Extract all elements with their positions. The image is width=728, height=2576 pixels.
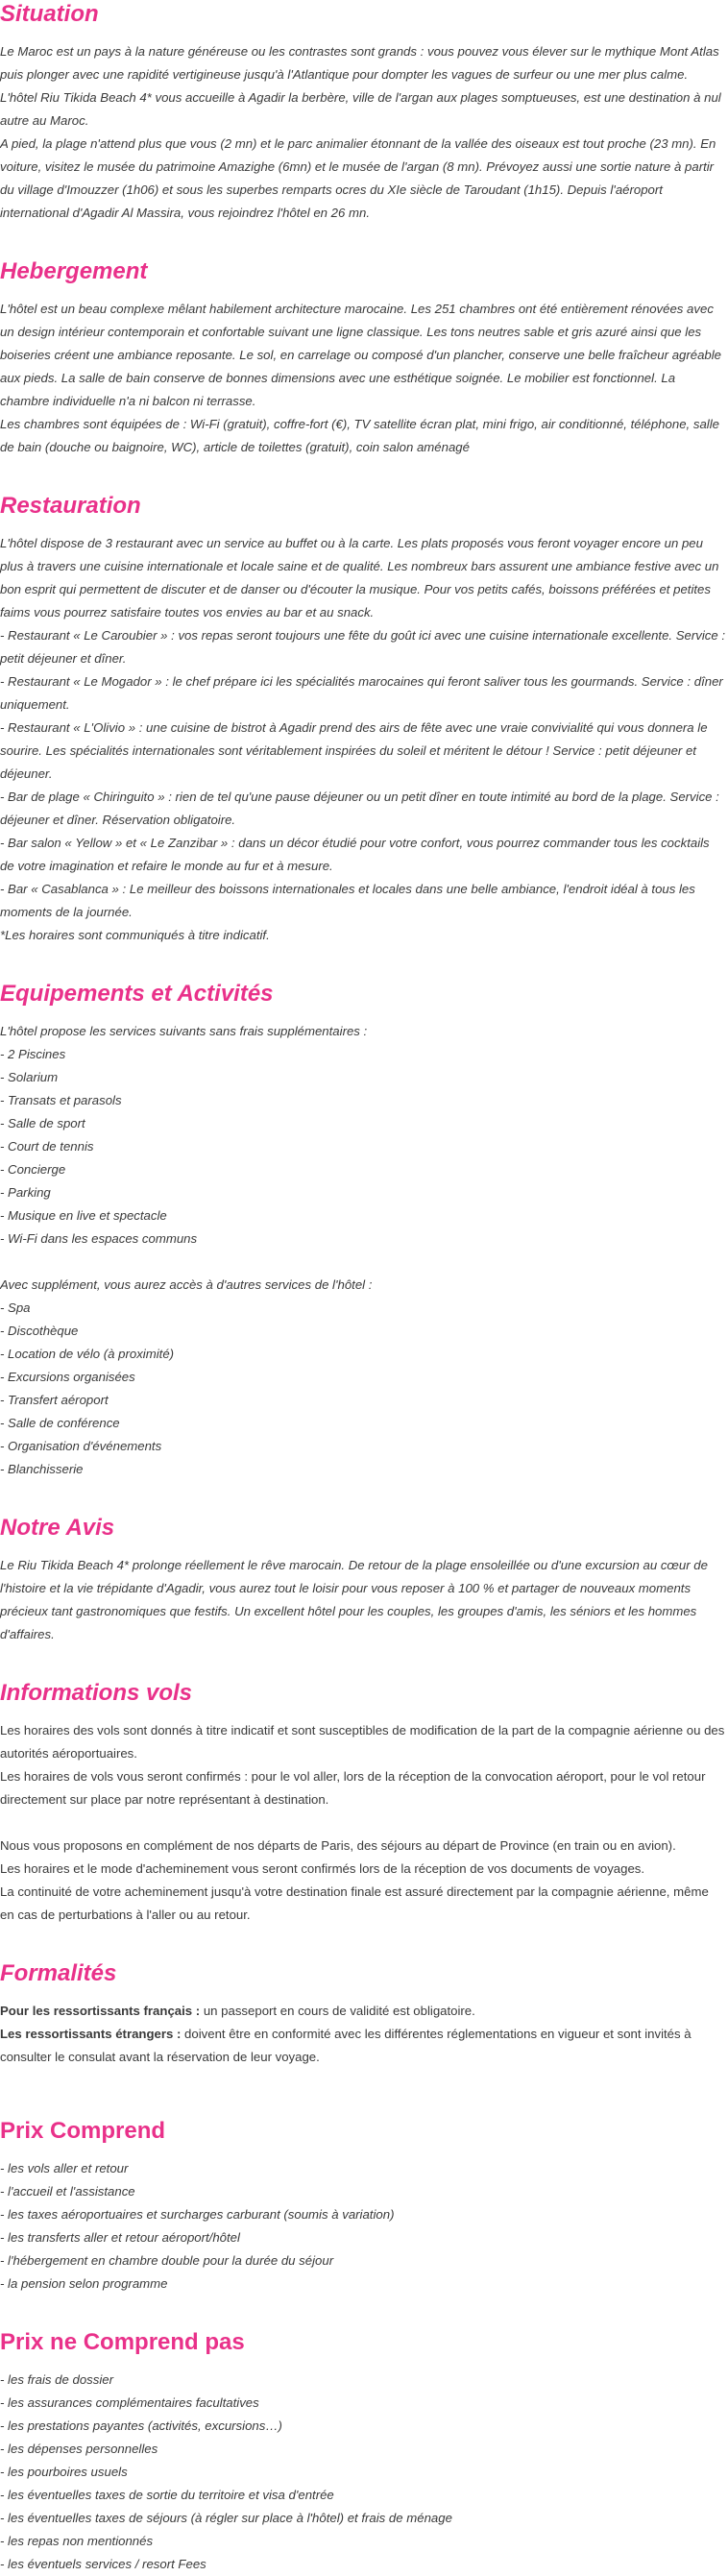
list-item: - Excursions organisées [0,1370,135,1384]
situation-text-1: Le Maroc est un pays à la nature généreuse ou les contrastes sont grands : vous pouvez vous élever sur le mythique Mont Atlas puis plonger avec une rapidité vertigineuse jusqu'à l'Atlantique pour dompter les vagues de surfeur ou une mer plus calme. L'hôtel Riu Tikida Beach 4* vous accueille à Agadir la berbère, ville de l'argan aux plages somptueuses, est une destination à nul autre au Maroc. [0,44,721,128]
hebergement-paragraph [0,298,726,459]
section-avis [0,1514,726,1646]
list-item: - Musique en live et spectacle [0,1208,167,1223]
restauration-item: - Bar salon « Yellow » et « Le Zanzibar » : dans un décor étudié pour votre confort, vous pourrez commander tous les cocktails de votre imagination et refaire le monde au fur et à mesure. [0,836,710,873]
list-item: - Parking [0,1185,51,1200]
section-title-vols: Informations vols [0,1680,193,1706]
section-vols [0,1679,726,1927]
formalites-etrangers-label: Les ressortissants étrangers : [0,2027,182,2041]
restauration-item: - Restaurant « L'Olivio » : une cuisine de bistrot à Agadir prend des airs de fête avec une vraie convivialité qui vous donnera le sourire. Les spécialités internationales sont véritablement inspirées du soleil et méritent le détour ! Service : petit déjeuner et déjeuner. [0,720,708,781]
list-item: - la pension selon programme [0,2276,168,2291]
restauration-intro: L'hôtel dispose de 3 restaurant avec un service au buffet ou à la carte. Les plats proposés vous feront voyager encore un peu plus à travers une cuisine internationale et locale saine et de qualité. Les nombreux bars assurent une ambiance festive avec un bon esprit qui permettent de discuter et de danser ou d'écouter la musique. Pour vos petits cafés, boissons préférées et petites faims vous pourrez satisfaire toutes vos envies au bar et au snack. [0,536,719,620]
restauration-item: - Restaurant « Le Mogador » : le chef prépare ici les spécialités marocaines qui feront saliver tous les gourmands. Service : dîner uniquement. [0,674,723,712]
list-item: - Transfert aéroport [0,1393,109,1407]
list-item: - les assurances complémentaires facultatives [0,2395,259,2410]
section-situation [0,0,726,225]
formalites-etrangers [0,2023,726,2069]
section-formalites [0,1959,726,2069]
list-item: - les repas non mentionnés [0,2534,154,2548]
restauration-note: *Les horaires sont communiqués à titre indicatif. [0,928,270,942]
section-prix-comprend [0,2117,726,2296]
equipements-free-list [0,1020,726,1251]
list-item: - Salle de sport [0,1116,85,1130]
list-item: - les vols aller et retour [0,2161,129,2175]
prix-comprend-list [0,2157,726,2296]
avis-text: Le Riu Tikida Beach 4* prolonge réellement le rêve marocain. De retour de la plage ensoleillée ou d'une excursion au cœur de l'histoire et la vie trépidante d'Agadir, vous aurez tout le loisir pour vous reposer à 100 % et partager de nouveaux moments précieux tant gastronomiques que festifs. Un excellent hôtel pour les couples, les groupes d'amis, les séniors et les hommes d'affaires. [0,1558,708,1641]
list-item: - Salle de conférence [0,1416,120,1430]
list-item: - Concierge [0,1162,66,1177]
section-title-equipements: Equipements et Activités [0,981,274,1007]
section-title-situation: Situation [0,1,99,27]
vols-text: Nous vous proposons en complément de nos départs de Paris, des séjours au départ de Province (en train ou en avion). [0,1838,676,1853]
situation-paragraph [0,40,726,225]
list-item: - 2 Piscines [0,1047,66,1061]
list-item: - Court de tennis [0,1139,94,1154]
section-hebergement [0,257,726,459]
vols-paragraph-a [0,1719,726,1811]
section-title-formalites: Formalités [0,1960,117,1986]
vols-paragraph-b [0,1835,726,1927]
spacer [0,1811,726,1835]
list-item: - l'hébergement en chambre double pour la durée du séjour [0,2253,334,2268]
vols-text: Les horaires des vols sont donnés à titre indicatif et sont susceptibles de modification de la part de la compagnie aérienne ou des autorités aéroportuaires. [0,1723,725,1761]
avis-paragraph [0,1554,726,1646]
equipements-paid-list [0,1274,726,1481]
formalites-francais-label: Pour les ressortissants français : [0,2004,201,2018]
list-item: - les transferts aller et retour aéroport/hôtel [0,2230,240,2245]
formalites-francais [0,2000,726,2023]
list-item: - Blanchisserie [0,1462,84,1476]
restauration-item: - Bar « Casablanca » : Le meilleur des boissons internationales et locales dans une belle ambiance, l'endroit idéal à tous les moments de la journée. [0,882,695,919]
formalites-francais-text: un passeport en cours de validité est obligatoire. [200,2004,475,2018]
section-title-avis: Notre Avis [0,1515,115,1541]
formalites-paragraph [0,2000,726,2069]
equipements-free-intro: L'hôtel propose les services suivants sans frais supplémentaires : [0,1024,368,1038]
restauration-item: - Restaurant « Le Caroubier » : vos repas seront toujours une fête du goût ici avec une cuisine internationale excellente. Service : petit déjeuner et dîner. [0,628,726,666]
equipements-paid-intro: Avec supplément, vous aurez accès à d'autres services de l'hôtel : [0,1277,373,1292]
section-equipements [0,980,726,1481]
vols-text: Les horaires et le mode d'acheminement vous seront confirmés lors de la réception de vos documents de voyages. [0,1861,645,1876]
formalites-etrangers-text: doivent être en conformité avec les différentes réglementations en vigueur et sont invités à consulter le consulat avant la réservation de leur voyage. [0,2027,692,2064]
list-item: - les éventuelles taxes de sortie du territoire et visa d'entrée [0,2488,334,2502]
list-item: - Transats et parasols [0,1093,122,1107]
section-title-restauration: Restauration [0,493,141,519]
section-title-prix-ne-comprend: Prix ne Comprend pas [0,2329,245,2355]
list-item: - les éventuels services / resort Fees [0,2557,206,2571]
list-item: - les éventuelles taxes de séjours (à régler sur place à l'hôtel) et frais de ménage [0,2511,452,2525]
restauration-item: - Bar de plage « Chiringuito » : rien de tel qu'une pause déjeuner ou un petit dîner en toute intimité au bord de la plage. Service : déjeuner et dîner. Réservation obligatoire. [0,790,719,827]
list-item: - les taxes aéroportuaires et surcharges carburant (soumis à variation) [0,2207,395,2222]
hebergement-text-1: L'hôtel est un beau complexe mêlant habilement architecture marocaine. Les 251 chambres ont été entièrement rénovées avec un design intérieur contemporain et confortable suivant une ligne classique. Les tons neutres sable et gris azuré ainsi que les boiseries créent une ambiance reposante. Le sol, en carrelage ou composé d'un plancher, conserve une belle fraîcheur agréable aux pieds. La salle de bain conserve de bonnes dimensions avec une esthétique soignée. Le mobilier est fonctionnel. La chambre individuelle n'a ni balcon ni terrasse. [0,302,722,408]
list-item: - l'accueil et l'assistance [0,2184,135,2199]
section-restauration [0,492,726,947]
list-item: - Discothèque [0,1324,79,1338]
list-item: - les prestations payantes (activités, excursions…) [0,2418,282,2433]
list-item: - Spa [0,1300,31,1315]
list-item: - les pourboires usuels [0,2465,128,2479]
vols-text: Les horaires de vols vous seront confirmés : pour le vol aller, lors de la réception de la convocation aéroport, pour le vol retour directement sur place par notre représentant à destination. [0,1769,706,1807]
vols-text: La continuité de votre acheminement jusqu'à votre destination finale est assuré directement par la compagnie aérienne, même en cas de perturbations à l'aller ou au retour. [0,1884,709,1922]
list-item: - Location de vélo (à proximité) [0,1347,175,1361]
list-item: - les frais de dossier [0,2372,113,2387]
section-prix-ne-comprend [0,2328,726,2576]
restauration-paragraph [0,532,726,947]
spacer [0,1251,726,1274]
section-title-hebergement: Hebergement [0,258,148,284]
hebergement-text-2: Les chambres sont équipées de : Wi-Fi (gratuit), coffre-fort (€), TV satellite écran plat, mini frigo, air conditionné, téléphone, salle de bain (douche ou baignoire, WC), article de toilettes (gratuit), coin salon aménagé [0,417,719,454]
prix-ne-comprend-list [0,2369,726,2576]
list-item: - Organisation d'événements [0,1439,162,1453]
list-item: - Wi-Fi dans les espaces communs [0,1231,198,1246]
list-item: - les dépenses personnelles [0,2442,158,2456]
situation-text-2: A pied, la plage n'attend plus que vous (2 mn) et le parc animalier étonnant de la vallée des oiseaux est tout proche (23 mn). En voiture, visitez le musée du patrimoine Amazighe (6mn) et le musée de l'argan (8 mn). Prévoyez aussi une sortie nature à partir du village d'Imouzzer (1h06) et sous les superbes remparts ocres du XIe siècle de Taroudant (1h15). Depuis l'aéroport international d'Agadir Al Massira, vous rejoindrez l'hôtel en 26 mn. [0,136,716,220]
list-item: - Solarium [0,1070,59,1084]
section-title-prix-comprend: Prix Comprend [0,2118,166,2144]
